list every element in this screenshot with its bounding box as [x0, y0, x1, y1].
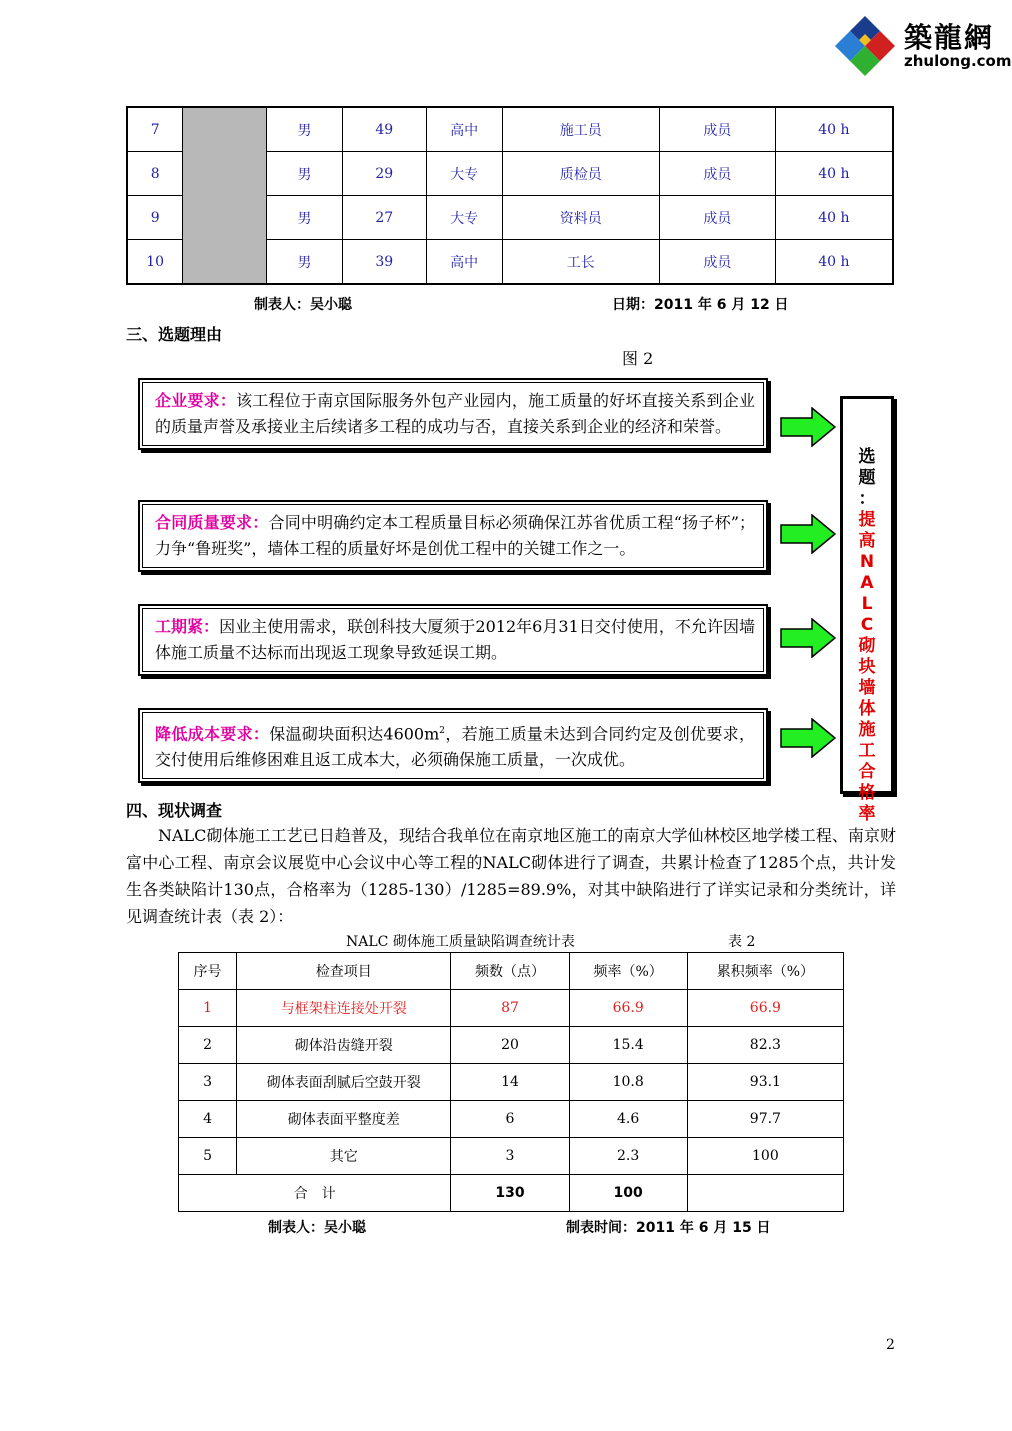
staff-sex: 男 [267, 107, 343, 152]
section-title-reasons: 三、选题理由 [126, 325, 223, 344]
header-no: 序号 [179, 953, 237, 990]
defect-cum: 100 [687, 1138, 843, 1175]
defect-cum: 82.3 [687, 1027, 843, 1064]
staff-education: 大专 [426, 196, 502, 240]
defect-cum: 93.1 [687, 1064, 843, 1101]
staff-sex: 男 [267, 240, 343, 285]
staff-sex: 男 [267, 152, 343, 196]
topic-char: 工 [858, 741, 876, 761]
staff-hours: 40 h [775, 152, 893, 196]
staff-no: 7 [127, 107, 183, 152]
table-row [179, 1101, 844, 1138]
staff-education: 大专 [426, 152, 502, 196]
redacted-name [183, 107, 267, 152]
topic-char: 率 [858, 804, 876, 824]
right-arrow-icon [780, 618, 836, 658]
defect-no: 1 [179, 990, 237, 1027]
defect-no: 4 [179, 1101, 237, 1138]
table-row [179, 1027, 844, 1064]
defect-freq: 4.6 [569, 1101, 687, 1138]
reason-text: 因业主使用需求，联创科技大厦须于2012年6月31日交付使用，不允许因墙体施工质量不达标而出现返工现象导致延误工期。 [155, 617, 755, 662]
staff-hours: 40 h [775, 107, 893, 152]
defect-count: 20 [451, 1027, 569, 1064]
topic-char: 体 [858, 699, 876, 719]
zhulong-logo-icon [832, 14, 898, 76]
defect-freq: 15.4 [569, 1027, 687, 1064]
header-count: 频数（点） [451, 953, 569, 990]
right-arrow-icon [780, 514, 836, 554]
defect-count: 87 [451, 990, 569, 1027]
topic-char: 提 [858, 510, 876, 530]
header-freq: 频率（%） [569, 953, 687, 990]
defect-table-time: 制表时间：2011 年 6 月 15 日 [566, 1220, 771, 1236]
topic-label-char: 选 [858, 447, 876, 467]
defect-freq: 10.8 [569, 1064, 687, 1101]
reason-text: 该工程位于南京国际服务外包产业园内，施工质量的好坏直接关系到企业的质量声誉及承接业主后续诸多工程的成功与否，直接关系到企业的经济和荣誉。 [155, 391, 755, 436]
staff-table-maker: 制表人：吴小聪 [254, 297, 352, 313]
staff-post: 工长 [502, 240, 660, 285]
right-arrow-icon [780, 718, 836, 758]
header-item: 检查项目 [237, 953, 451, 990]
topic-label-char: 题 [858, 468, 876, 488]
defect-table-maker: 制表人：吴小聪 [268, 1220, 366, 1236]
defect-count: 3 [451, 1138, 569, 1175]
header-cum: 累积频率（%） [687, 953, 843, 990]
defect-freq: 66.9 [569, 990, 687, 1027]
staff-age: 39 [342, 240, 426, 285]
defect-table-caption: NALC 砌体施工质量缺陷调查统计表 [346, 934, 575, 950]
table-row [127, 107, 893, 152]
staff-post: 资料员 [502, 196, 660, 240]
staff-sex: 男 [267, 196, 343, 240]
redacted-name [183, 196, 267, 240]
topic-char: N [859, 552, 875, 572]
table-total-row [179, 1175, 844, 1212]
staff-table-date: 日期：2011 年 6 月 12 日 [612, 297, 789, 313]
staff-age: 29 [342, 152, 426, 196]
defect-count: 14 [451, 1064, 569, 1101]
staff-role: 成员 [660, 240, 776, 285]
total-label: 合 计 [179, 1175, 451, 1212]
staff-no: 8 [127, 152, 183, 196]
staff-role: 成员 [660, 107, 776, 152]
zhulong-logo [832, 12, 1012, 76]
defect-no: 5 [179, 1138, 237, 1175]
staff-post: 质检员 [502, 152, 660, 196]
defect-freq: 2.3 [569, 1138, 687, 1175]
defect-table [178, 952, 844, 1212]
reason-text-before: 保温砌块面积达4600m [269, 724, 440, 744]
survey-paragraph [126, 822, 896, 930]
survey-paragraph-text: NALC砌体施工工艺已日趋普及，现结合我单位在南京地区施工的南京大学仙林校区地学楼工程、南京财富中心工程、南京会议展览中心会议中心等工程的NALC砌体进行了调查，共累计检查了1285个点，共计发生各类缺陷计130点，合格率为（1285-130）/1285=89.9%，对其中缺陷进行了详实记录和分类统计，详见调查统计表（表 2）： [126, 826, 896, 926]
topic-char: C [860, 615, 874, 635]
right-arrow-icon [780, 407, 836, 447]
defect-cum: 97.7 [687, 1101, 843, 1138]
redacted-name [183, 152, 267, 196]
defect-no: 2 [179, 1027, 237, 1064]
reason-key: 降低成本要求： [155, 724, 270, 744]
reason-text-after: ，若施工质量未达到合同约定及创优要求，交付使用后维修困难且返工成本大，必须确保施工质量，一次成优。 [155, 724, 755, 770]
topic-char: A [860, 573, 874, 593]
reason-box-cost [138, 708, 768, 783]
defect-no: 3 [179, 1064, 237, 1101]
reason-box-enterprise [138, 378, 768, 450]
staff-age: 27 [342, 196, 426, 240]
redacted-name [183, 240, 267, 285]
staff-table-body [127, 107, 893, 284]
table-row [179, 1064, 844, 1101]
topic-char: 合 [858, 762, 876, 782]
staff-education: 高中 [426, 240, 502, 285]
topic-char: 砌 [858, 636, 876, 656]
reason-key: 企业要求： [155, 391, 237, 410]
reason-box-schedule [138, 604, 768, 676]
staff-table [126, 106, 894, 285]
topic-char: 格 [858, 783, 876, 803]
topic-char: 块 [858, 657, 876, 677]
defect-table-label: 表 2 [728, 934, 756, 950]
defect-item: 砌体表面刮腻后空鼓开裂 [237, 1064, 451, 1101]
logo-chinese-text: 築龍網 [904, 21, 995, 54]
superscript-two: 2 [439, 726, 446, 736]
defect-count: 6 [451, 1101, 569, 1138]
total-freq: 100 [569, 1175, 687, 1212]
table-header-row [179, 953, 844, 990]
total-cum-empty [687, 1175, 843, 1212]
topic-vertical-text [843, 447, 891, 825]
staff-role: 成员 [660, 196, 776, 240]
total-count: 130 [451, 1175, 569, 1212]
staff-no: 9 [127, 196, 183, 240]
reason-key: 合同质量要求： [155, 513, 269, 532]
defect-item: 砌体表面平整度差 [237, 1101, 451, 1138]
staff-hours: 40 h [775, 196, 893, 240]
table-row [179, 990, 844, 1027]
page-number: 2 [886, 1337, 895, 1353]
staff-age: 49 [342, 107, 426, 152]
table-row [179, 1138, 844, 1175]
topic-char: 高 [858, 531, 876, 551]
reason-key: 工期紧： [155, 617, 220, 636]
defect-item: 砌体沿齿缝开裂 [237, 1027, 451, 1064]
defect-item: 其它 [237, 1138, 451, 1175]
topic-label-char: ： [858, 489, 876, 509]
table-row [127, 152, 893, 196]
defect-cum: 66.9 [687, 990, 843, 1027]
defect-item: 与框架柱连接处开裂 [237, 990, 451, 1027]
table-row [127, 240, 893, 285]
section-title-survey: 四、现状调查 [126, 801, 223, 820]
reason-text: 合同中明确约定本工程质量目标必须确保江苏省优质工程“扬子杯”；力争“鲁班奖”，墙体工程的质量好坏是创优工程中的关键工作之一。 [155, 513, 755, 558]
topic-box [840, 396, 894, 824]
staff-role: 成员 [660, 152, 776, 196]
logo-english-text: zhulong.com [904, 52, 1012, 70]
topic-char: 施 [858, 720, 876, 740]
staff-no: 10 [127, 240, 183, 285]
table-row [127, 196, 893, 240]
staff-hours: 40 h [775, 240, 893, 285]
staff-education: 高中 [426, 107, 502, 152]
topic-char: L [861, 594, 873, 614]
topic-char: 墙 [858, 678, 876, 698]
reason-box-contract [138, 500, 768, 572]
staff-post: 施工员 [502, 107, 660, 152]
figure-label: 图 2 [622, 349, 654, 368]
